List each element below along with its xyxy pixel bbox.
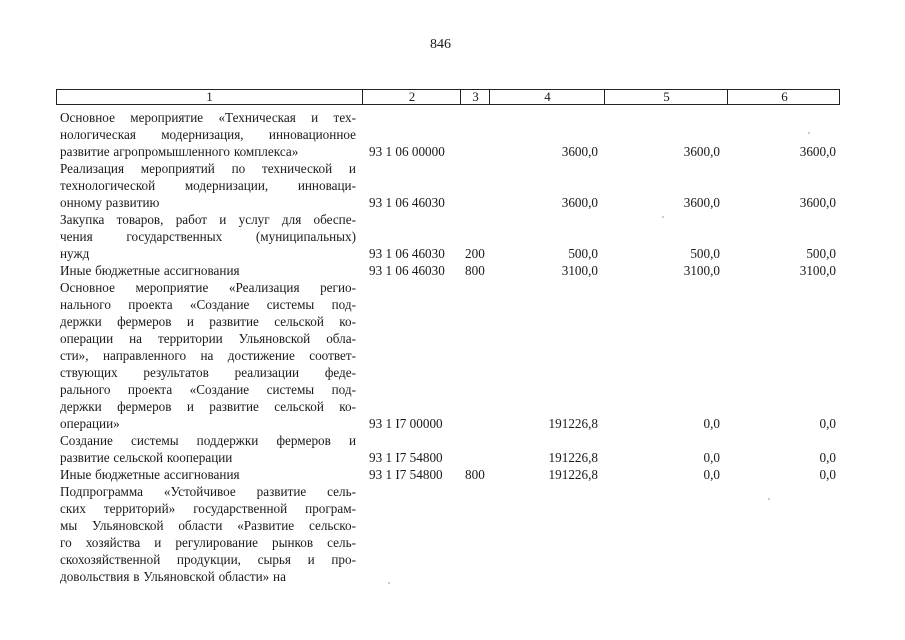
description-line: держки фермеров и развитие сельской ко- xyxy=(60,314,356,329)
description-line: держки фермеров и развитие сельской ко- xyxy=(60,399,356,414)
description-line: Реализация мероприятий по технической и xyxy=(60,161,356,176)
scan-speck xyxy=(662,216,664,218)
row-description xyxy=(60,109,356,160)
row-description xyxy=(60,483,356,585)
description-line: довольствия в Ульяновской области» на xyxy=(60,569,286,584)
description-line: развитие агропромышленного комплекса» xyxy=(60,144,299,159)
row-description xyxy=(60,279,356,432)
row-value-col5: 0,0 xyxy=(703,416,720,431)
row-value-col4: 3100,0 xyxy=(561,263,598,278)
row-expense-type: 800 xyxy=(465,467,485,482)
row-description xyxy=(60,466,356,483)
scan-speck xyxy=(388,582,390,584)
row-value-col5: 3600,0 xyxy=(683,144,720,159)
description-line: Подпрограмма «Устойчивое развитие сель- xyxy=(60,484,356,499)
header-col-2: 2 xyxy=(362,90,461,104)
row-value-col4: 191226,8 xyxy=(548,467,598,482)
description-line: развитие сельской кооперации xyxy=(60,450,233,465)
table-row xyxy=(60,262,840,279)
row-value-col5: 0,0 xyxy=(703,467,720,482)
description-line: чения государственных (муниципальных) xyxy=(60,229,356,244)
row-value-col6: 3600,0 xyxy=(799,195,836,210)
row-value-col4: 191226,8 xyxy=(548,416,598,431)
row-value-col6: 500,0 xyxy=(806,246,836,261)
description-line: технологической модернизации, инноваци- xyxy=(60,178,356,193)
row-value-col4: 500,0 xyxy=(568,246,598,261)
table-row xyxy=(60,109,840,160)
table-row xyxy=(60,160,840,211)
row-value-col5: 0,0 xyxy=(703,450,720,465)
row-code: 93 1 06 46030 xyxy=(369,195,445,210)
description-line: нологическая модернизация, инновационное xyxy=(60,127,356,142)
table-body xyxy=(60,109,840,585)
description-line: Создание системы поддержки фермеров и xyxy=(60,433,356,448)
scan-speck xyxy=(768,498,770,500)
description-line: ских территорий» государственной програм- xyxy=(60,501,356,516)
description-line: Основное мероприятие «Техническая и тех- xyxy=(60,110,356,125)
row-code: 93 1 I7 54800 xyxy=(369,467,443,482)
table-row xyxy=(60,211,840,262)
row-value-col6: 3600,0 xyxy=(799,144,836,159)
row-value-col5: 500,0 xyxy=(690,246,720,261)
row-description xyxy=(60,160,356,211)
header-col-4: 4 xyxy=(489,90,605,104)
description-line: мы Ульяновской области «Развитие сельско- xyxy=(60,518,356,533)
row-description xyxy=(60,262,356,279)
description-line: нужд xyxy=(60,246,90,261)
table-row xyxy=(60,279,840,432)
scan-speck xyxy=(808,132,810,134)
row-value-col6: 0,0 xyxy=(819,416,836,431)
row-code: 93 1 I7 54800 xyxy=(369,450,443,465)
description-line: онному развитию xyxy=(60,195,160,210)
description-line: нального проекта «Создание системы под- xyxy=(60,297,356,312)
row-value-col5: 3600,0 xyxy=(683,195,720,210)
row-value-col4: 191226,8 xyxy=(548,450,598,465)
table-row xyxy=(60,432,840,466)
row-code: 93 1 06 00000 xyxy=(369,144,445,159)
row-description xyxy=(60,211,356,262)
row-expense-type: 800 xyxy=(465,263,485,278)
row-description xyxy=(60,432,356,466)
row-code: 93 1 06 46030 xyxy=(369,246,445,261)
table-header xyxy=(56,89,840,105)
description-line: операции на территории Ульяновской обла- xyxy=(60,331,356,346)
row-value-col4: 3600,0 xyxy=(561,195,598,210)
table-row xyxy=(60,466,840,483)
row-value-col6: 3100,0 xyxy=(799,263,836,278)
description-line: Иные бюджетные ассигнования xyxy=(60,263,240,278)
row-value-col6: 0,0 xyxy=(819,467,836,482)
description-line: го хозяйства и регулирование рынков сель- xyxy=(60,535,356,550)
description-line: операции» xyxy=(60,416,120,431)
row-expense-type: 200 xyxy=(465,246,485,261)
description-line: сти», направленного на достижение соответ- xyxy=(60,348,356,363)
header-col-5: 5 xyxy=(604,90,728,104)
description-line: рального проекта «Создание системы под- xyxy=(60,382,356,397)
description-line: Закупка товаров, работ и услуг для обеспе- xyxy=(60,212,356,227)
header-col-3: 3 xyxy=(460,90,490,104)
description-line: Иные бюджетные ассигнования xyxy=(60,467,240,482)
description-line: Основное мероприятие «Реализация регио- xyxy=(60,280,356,295)
row-code: 93 1 I7 00000 xyxy=(369,416,443,431)
page-number: 846 xyxy=(430,37,451,52)
row-code: 93 1 06 46030 xyxy=(369,263,445,278)
header-col-1: 1 xyxy=(206,89,213,104)
row-value-col5: 3100,0 xyxy=(683,263,720,278)
description-line: ствующих результатов реализации феде- xyxy=(60,365,356,380)
header-col-6: 6 xyxy=(727,90,841,104)
table-row xyxy=(60,483,840,585)
row-value-col4: 3600,0 xyxy=(561,144,598,159)
description-line: скохозяйственной продукции, сырья и про- xyxy=(60,552,356,567)
row-value-col6: 0,0 xyxy=(819,450,836,465)
